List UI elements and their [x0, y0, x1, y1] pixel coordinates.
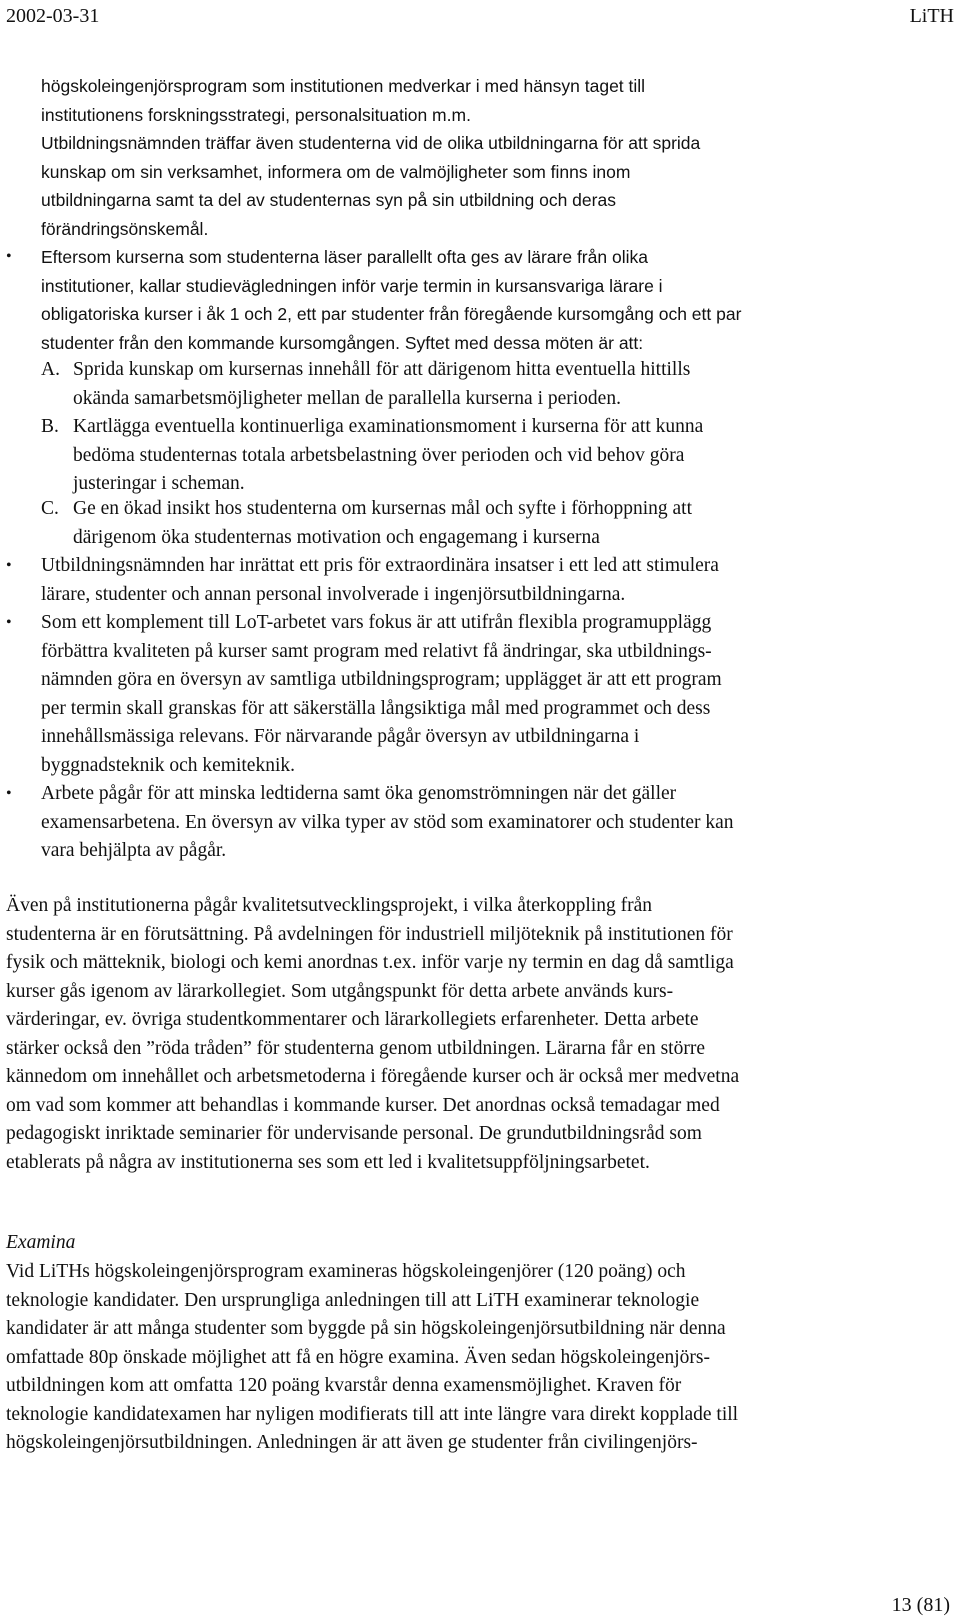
list-item-b: [73, 413, 953, 499]
text-line: förbättra kvaliteten på kurser samt program med relativt få ändringar, ska utbildnings-: [41, 640, 712, 662]
section-heading: Examina: [6, 1232, 76, 1253]
bullet-marker: •: [6, 248, 12, 265]
text-line: Eftersom kurserna som studenterna läser parallellt ofta ges av lärare från olika: [41, 247, 648, 267]
text-line: högskoleingenjörsprogram som institutionen medverkar i med hänsyn taget till: [41, 76, 646, 96]
text-line: byggnadsteknik och kemiteknik.: [41, 754, 295, 776]
bullet-marker: •: [6, 614, 12, 631]
text-line: Som ett komplement till LoT-arbetet vars fokus är att utifrån flexibla programupplägg: [41, 612, 712, 633]
list-letter-a: A.: [41, 359, 60, 380]
examina-paragraph: [6, 1258, 956, 1458]
text-line: okända samarbetsmöjligheter mellan de parallella kurserna i perioden.: [73, 387, 621, 409]
text-line: Sprida kunskap om kursernas innehåll för att därigenom hitta eventuella hittills: [73, 359, 691, 380]
body-paragraph: [6, 892, 956, 1177]
text-line: utbildningen kom att omfatta 120 poäng kvarstår denna examensmöjlighet. Kraven för: [6, 1375, 682, 1396]
text-line: studenterna är en förutsättning. På avdelningen för industriell miljöteknik på institutionen för: [6, 923, 733, 945]
text-line: kunskap om sin verksamhet, informera om de valmöjligheter som finns inom: [41, 161, 631, 182]
text-line: lärare, studenter och annan personal involverade i ingenjörsutbildningarna.: [41, 583, 626, 605]
text-line: Även på institutionerna pågår kvalitetsutvecklingsprojekt, i vilka återkoppling från: [6, 895, 653, 916]
text-line: kännedom om innehållet och arbetsmetoderna i föregående kurser och är också mer medvetna: [6, 1066, 740, 1087]
text-line: teknologie kandidater. Den ursprungliga anledningen till att LiTH examinerar teknologie: [6, 1289, 700, 1311]
list-item-a: [73, 356, 953, 413]
list-letter-b: B.: [41, 416, 59, 437]
text-line: etablerats på några av institutionerna ses som ett led i kvalitetsuppföljningsarbetet.: [6, 1151, 650, 1173]
text-line: omfattade 80p önskade möjlighet att få en högre examina. Även sedan högskoleingenjörs-: [6, 1346, 710, 1368]
text-line: pedagogiskt inriktade seminarier för undervisande personal. De grundutbildningsråd som: [6, 1123, 702, 1144]
bullet-item-4: [41, 780, 956, 866]
text-line: värderingar, ev. övriga studentkommentarer och lärarkollegiets erfarenheter. Detta arbete: [6, 1009, 699, 1030]
text-line: utbildningarna samt ta del av studenternas syn på sin utbildning och deras: [41, 190, 616, 210]
text-line: om vad som kommer att behandlas i kommande kurser. Det anordnas också temadagar med: [6, 1094, 720, 1116]
bullet-item-2: [41, 552, 956, 609]
bullet-item-1: [41, 243, 956, 357]
page-number: 13 (81): [891, 1594, 950, 1616]
bullet-marker: •: [6, 785, 12, 802]
text-line: institutioner, kallar studievägledningen inför varje termin in kursansvariga lärare i: [41, 275, 663, 296]
text-line: innehållsmässiga relevans. För närvarande pågår översyn av utbildningarna i: [41, 726, 640, 747]
text-line: teknologie kandidatexamen har nyligen modifierats till att inte längre vara direkt kopplade till: [6, 1403, 739, 1425]
list-letter-c: C.: [41, 498, 59, 519]
bullet-item-3: [41, 609, 956, 780]
text-line: bedöma studenternas totala arbetsbelastning över perioden och vid behov göra: [73, 444, 685, 466]
header-org: LiTH: [909, 5, 954, 27]
text-line: förändringsönskemål.: [41, 218, 209, 239]
text-line: nämnden göra en översyn av samtliga utbildningsprogram; upplägget är att ett program: [41, 669, 722, 690]
text-line: Utbildningsnämnden har inrättat ett pris för extraordinära insatser i ett led att stimulera: [41, 555, 719, 576]
text-line: Ge en ökad insikt hos studenterna om kursernas mål och syfte i förhoppning att: [73, 498, 692, 519]
text-line: högskoleingenjörsutbildningen. Anledningen är att även ge studenter från civilingenjörs-: [6, 1432, 698, 1453]
text-line: Arbete pågår för att minska ledtiderna samt öka genomströmningen när det gäller: [41, 783, 677, 804]
text-line: obligatoriska kurser i åk 1 och 2, ett par studenter från föregående kursomgång och ett par: [41, 304, 742, 324]
text-line: vara behjälpta av pågår.: [41, 840, 227, 861]
text-line: kurser gås igenom av lärarkollegiet. Som utgångspunkt för detta arbete används kurs-: [6, 980, 674, 1002]
text-line: Vid LiTHs högskoleingenjörsprogram examineras högskoleingenjörer (120 poäng) och: [6, 1261, 686, 1282]
text-line: Kartlägga eventuella kontinuerliga examinationsmoment i kurserna för att kunna: [73, 416, 704, 437]
text-line: stärker också den ”röda tråden” för studenterna genom utbildningen. Lärarna får en större: [6, 1037, 705, 1059]
text-line: institutionens forskningsstrategi, personalsituation m.m.: [41, 104, 471, 125]
header-date: 2002-03-31: [6, 5, 100, 27]
sans-paragraph: [41, 72, 956, 243]
text-line: därigenom öka studenternas motivation och engagemang i kurserna: [73, 526, 600, 548]
bullet-marker: •: [6, 557, 12, 574]
text-line: fysik och mätteknik, biologi och kemi anordnas t.ex. inför varje ny termin en dag då samtliga: [6, 952, 734, 973]
text-line: studenter från den kommande kursomgången. Syftet med dessa möten är att:: [41, 332, 644, 353]
text-line: Utbildningsnämnden träffar även studenterna vid de olika utbildningarna för att sprida: [41, 133, 701, 153]
text-line: examensarbetena. En översyn av vilka typer av stöd som examinatorer och studenter kan: [41, 811, 734, 833]
text-line: justeringar i scheman.: [73, 473, 245, 494]
list-item-c: [73, 495, 953, 552]
text-line: kandidater är att många studenter som byggde på sin högskoleingenjörsutbildning när denna: [6, 1318, 726, 1339]
text-line: per termin skall granskas för att säkerställa långsiktiga mål med programmet och dess: [41, 697, 711, 719]
